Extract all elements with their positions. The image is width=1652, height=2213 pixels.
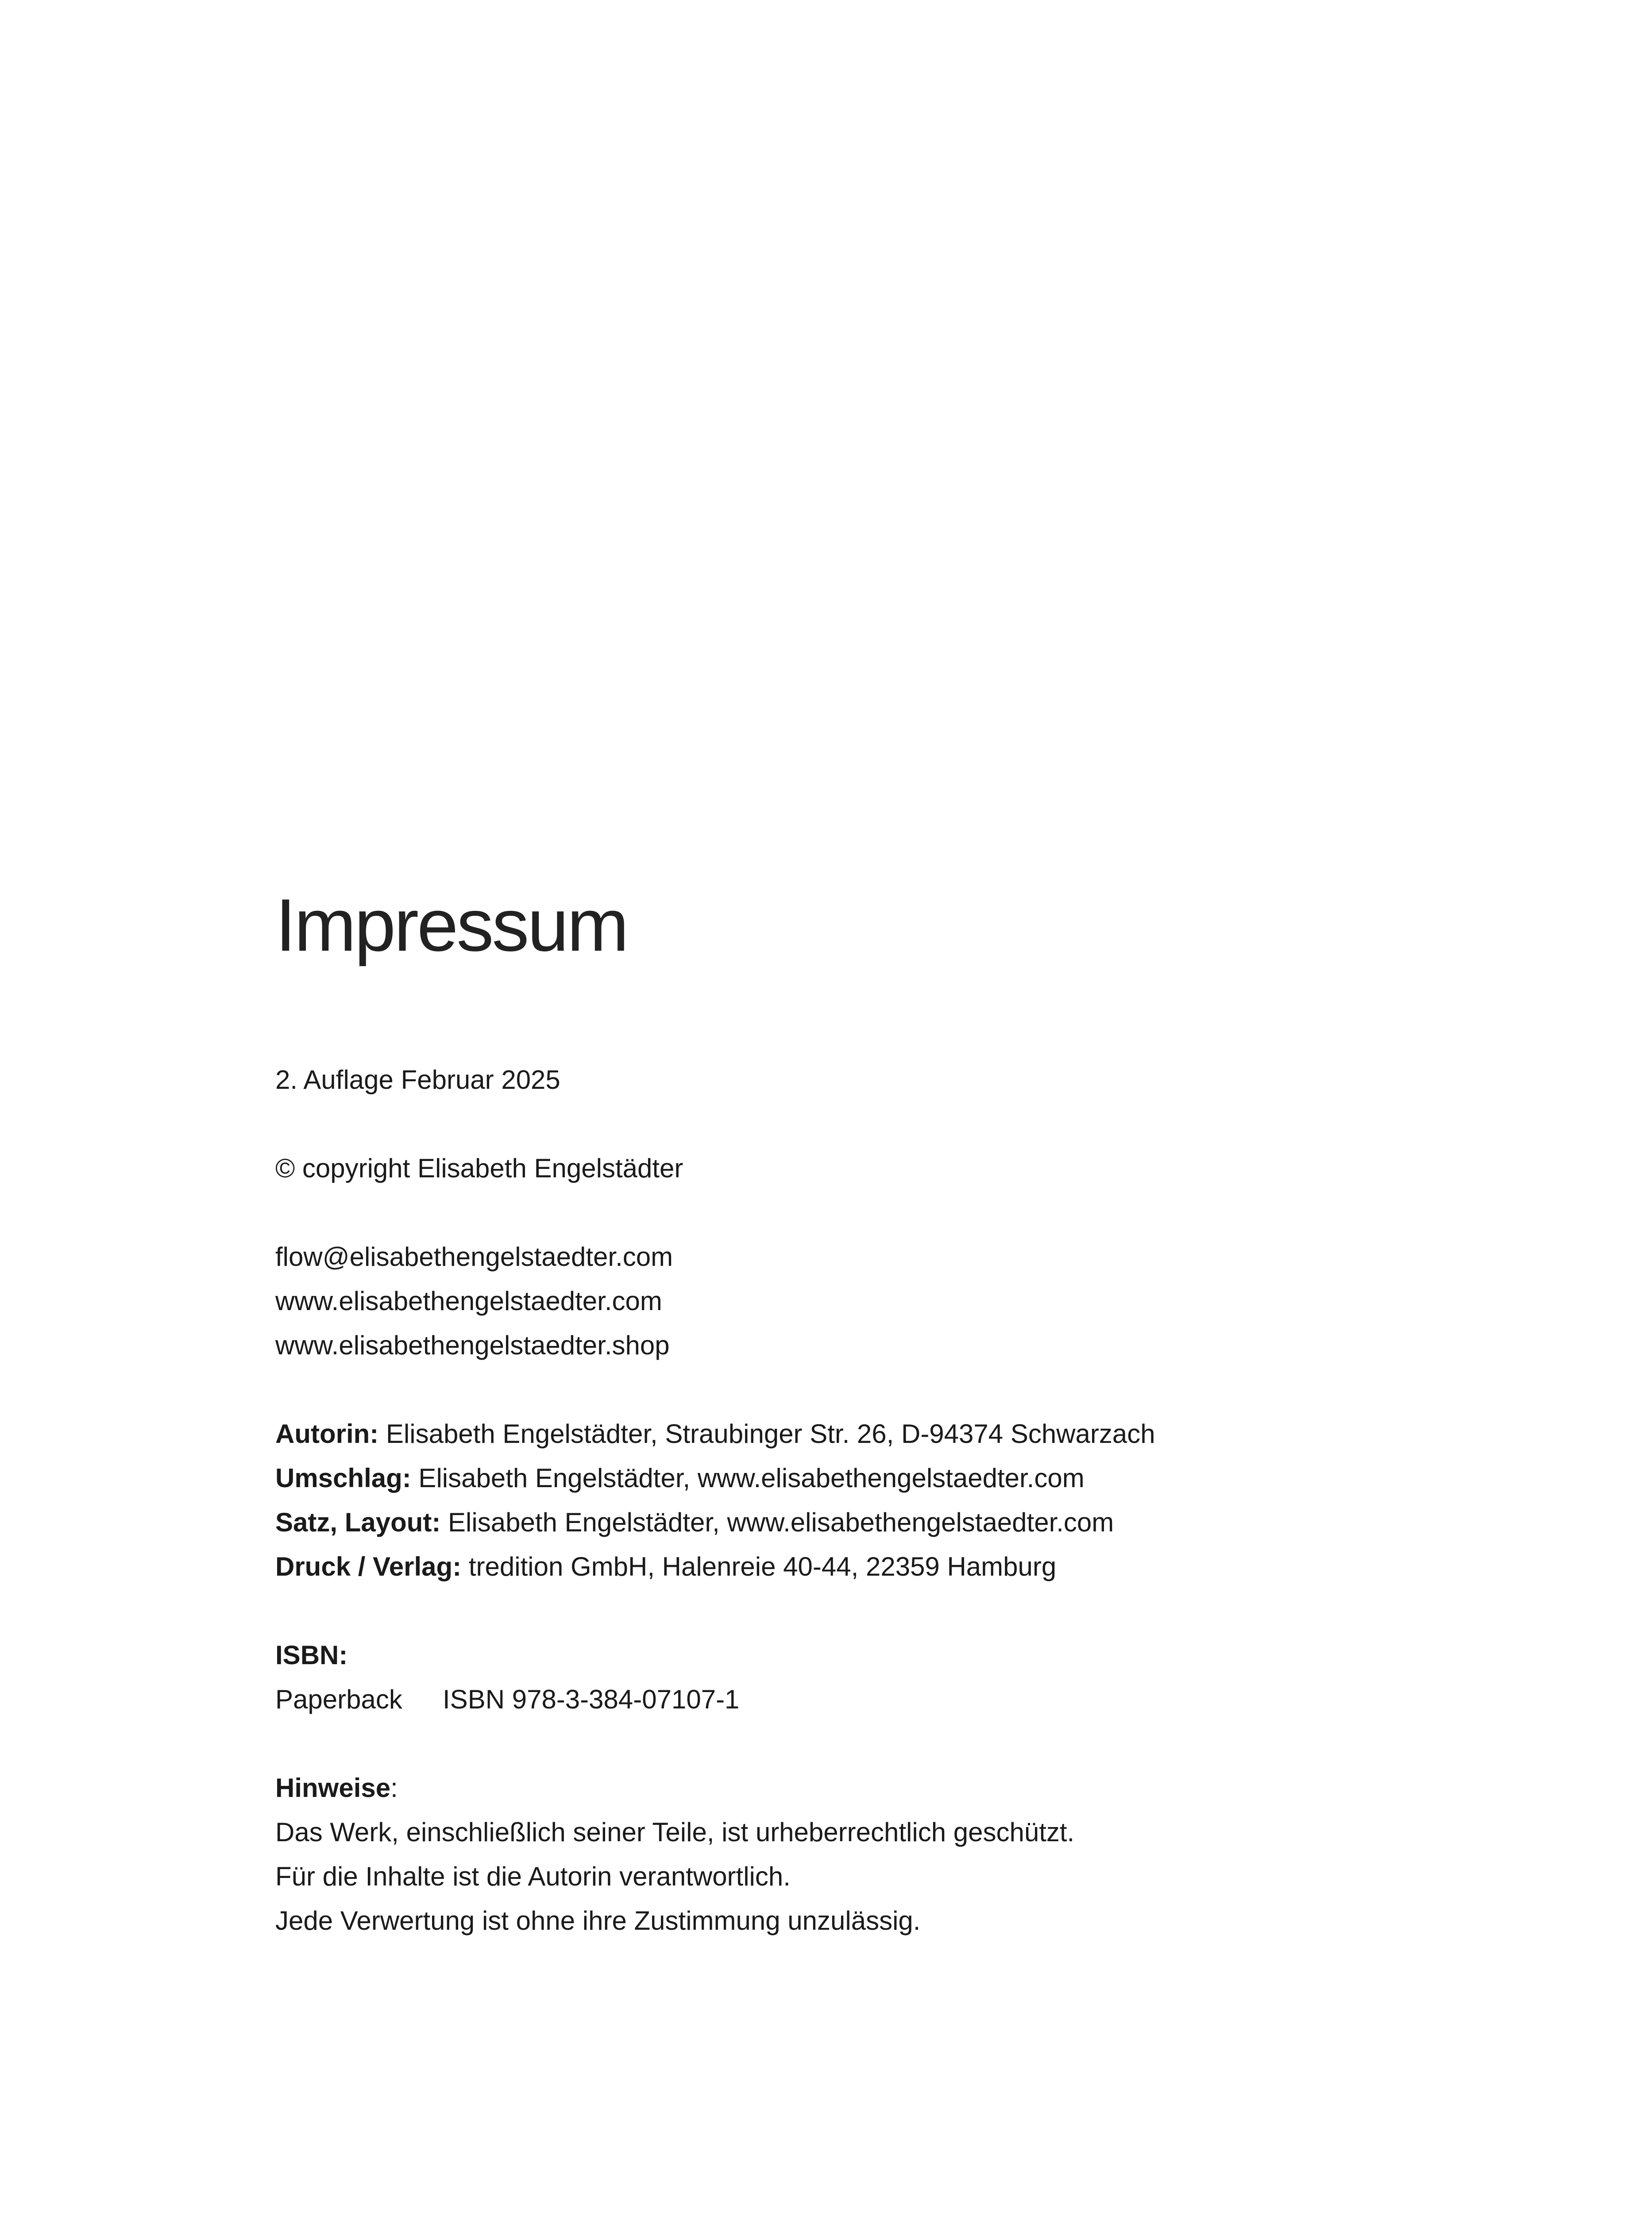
copyright-block — [275, 1146, 1559, 1191]
notes-block — [275, 1766, 1559, 1943]
notes-label: Hinweise — [275, 1773, 391, 1803]
isbn-block — [275, 1633, 1559, 1722]
impressum-content — [275, 881, 1559, 1935]
credit-value: tredition GmbH, Halenreie 40-44, 22359 Hamburg — [461, 1552, 1057, 1581]
contact-block — [275, 1235, 1559, 1368]
isbn-row — [275, 1677, 1559, 1722]
credit-value: Elisabeth Engelstädter, www.elisabethengelstaedter.com — [411, 1463, 1085, 1493]
notes-line: Jede Verwertung ist ohne ihre Zustimmung unzulässig. — [275, 1906, 921, 1935]
credit-label: Umschlag: — [275, 1463, 411, 1493]
notes-line: Für die Inhalte ist die Autorin verantwortlich. — [275, 1862, 791, 1891]
notes-line: Das Werk, einschließlich seiner Teile, ist urheberrechtlich geschützt. — [275, 1817, 1075, 1847]
copyright-text: © copyright Elisabeth Engelstädter — [275, 1153, 683, 1183]
credit-value: Elisabeth Engelstädter, www.elisabethengelstaedter.com — [440, 1507, 1114, 1537]
notes-colon: : — [390, 1773, 398, 1803]
credit-cover — [275, 1456, 1559, 1500]
credits-block — [275, 1412, 1559, 1589]
edition-block — [275, 1058, 1559, 1102]
website-link[interactable]: www.elisabethengelstaedter.com — [275, 1286, 662, 1316]
credit-value: Elisabeth Engelstädter, Straubinger Str. 26, D-94374 Schwarzach — [378, 1419, 1155, 1449]
isbn-number: ISBN 978-3-384-07107-1 — [443, 1685, 740, 1714]
isbn-format: Paperback — [275, 1685, 402, 1714]
credit-label: Autorin: — [275, 1419, 379, 1449]
shop-link[interactable]: www.elisabethengelstaedter.shop — [275, 1330, 670, 1360]
notes-heading — [275, 1766, 1559, 1810]
credit-typesetting — [275, 1500, 1559, 1545]
page-title: Impressum — [275, 883, 627, 967]
isbn-heading: ISBN: — [275, 1640, 348, 1670]
email-link[interactable]: flow@elisabethengelstaedter.com — [275, 1242, 673, 1272]
credit-author — [275, 1412, 1559, 1456]
edition-text: 2. Auflage Februar 2025 — [275, 1065, 560, 1095]
credit-label: Satz, Layout: — [275, 1507, 441, 1537]
credit-label: Druck / Verlag: — [275, 1552, 462, 1581]
credit-publisher — [275, 1545, 1559, 1589]
